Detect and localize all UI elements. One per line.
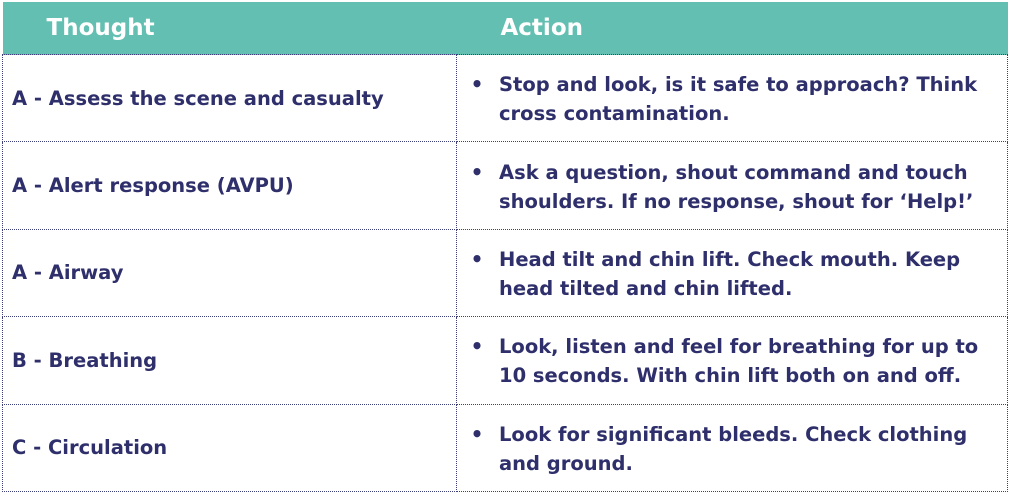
thought-column-header: Thought: [3, 2, 457, 55]
bullet-icon: •: [470, 334, 484, 359]
action-cell: [457, 142, 1008, 229]
thought-cell: A - Airway: [3, 229, 457, 316]
action-text: Ask a question, shout command and touch shoulders. If no response, shout for ‘Help!’: [499, 160, 974, 213]
action-cell: [457, 404, 1008, 491]
thought-cell: B - Breathing: [3, 317, 457, 404]
action-cell: [457, 55, 1008, 142]
action-cell: [457, 229, 1008, 316]
table-row: [3, 142, 1008, 229]
table-row: [3, 229, 1008, 316]
bullet-icon: •: [470, 246, 484, 271]
table-header-row: [3, 2, 1008, 55]
table-row: [3, 404, 1008, 491]
thought-action-table: [2, 2, 1008, 492]
thought-cell: A - Alert response (AVPU): [3, 142, 457, 229]
bullet-icon: •: [470, 72, 484, 97]
action-text: Stop and look, is it safe to approach? Think cross contamination.: [499, 73, 978, 126]
bullet-icon: •: [470, 159, 484, 184]
action-text: Look for significant bleeds. Check clothing and ground.: [499, 422, 968, 475]
action-column-header: Action: [457, 2, 1008, 55]
action-cell: [457, 317, 1008, 404]
bullet-icon: •: [470, 421, 484, 446]
table-row: [3, 55, 1008, 142]
thought-cell: C - Circulation: [3, 404, 457, 491]
action-text: Head tilt and chin lift. Check mouth. Keep head tilted and chin lifted.: [499, 247, 961, 300]
thought-cell: A - Assess the scene and casualty: [3, 55, 457, 142]
action-text: Look, listen and feel for breathing for up to 10 seconds. With chin lift both on and off.: [499, 335, 979, 388]
table-row: [3, 317, 1008, 404]
